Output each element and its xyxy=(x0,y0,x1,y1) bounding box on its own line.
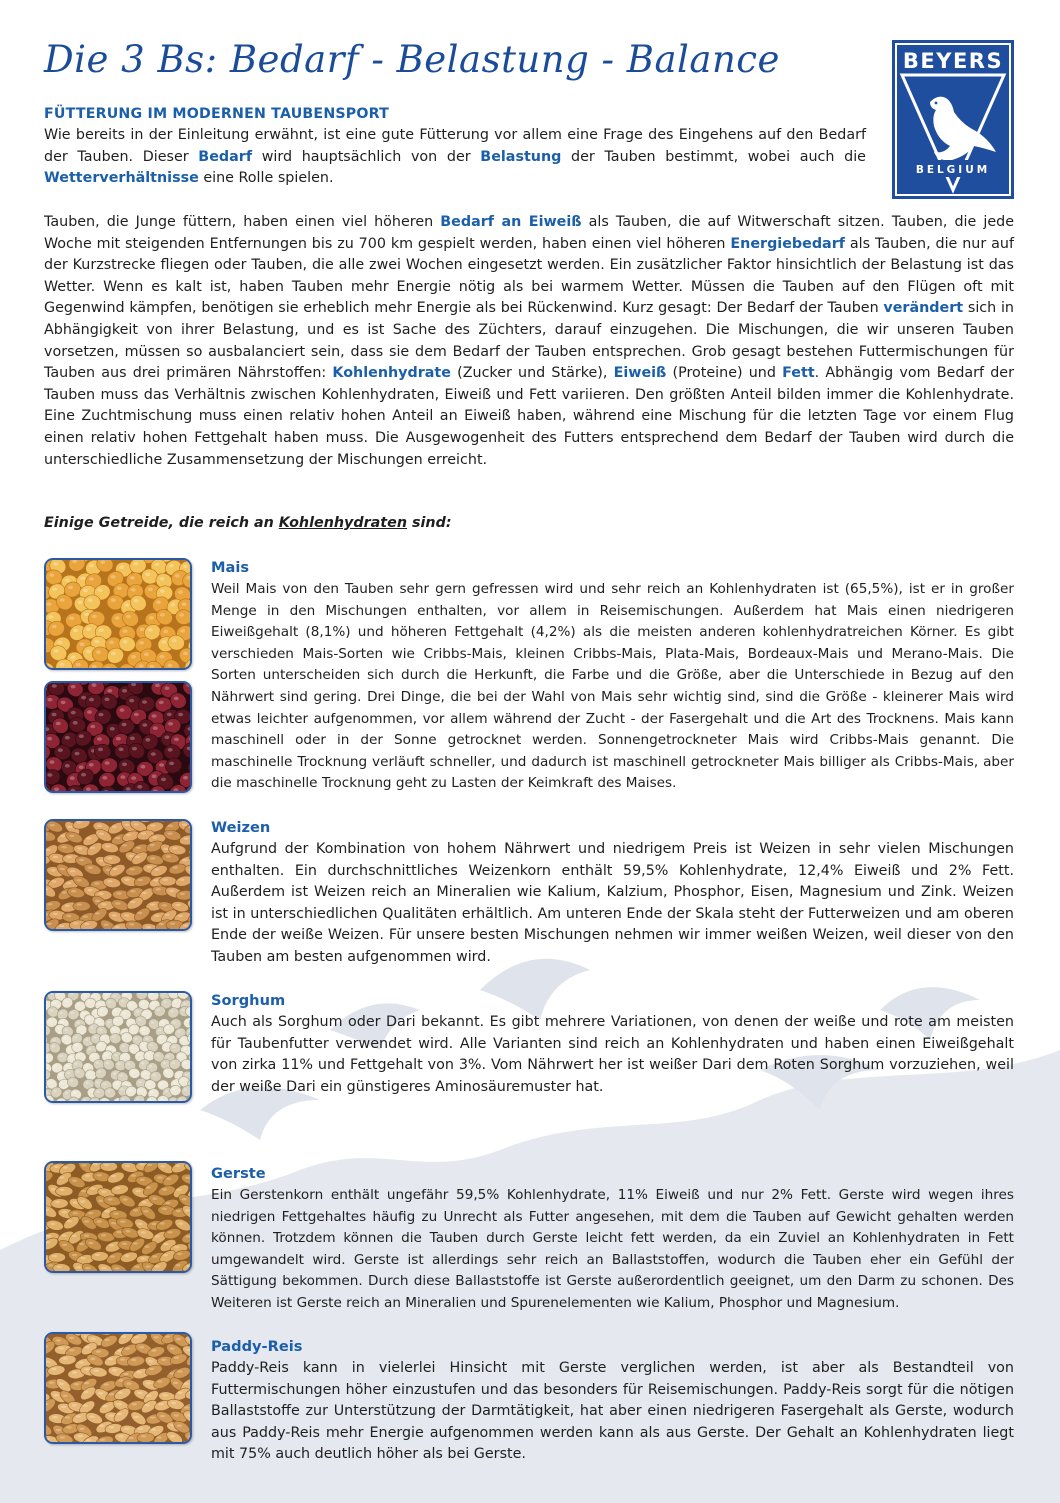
wheat-image xyxy=(44,819,192,931)
highlight-eiweiss: Eiweiß xyxy=(613,365,667,382)
maize-yellow-image xyxy=(44,558,192,670)
text-run: . Abhängig vom Bedarf der Tauben muss das Verhältnis zwischen Kohlenhydraten, Eiweiß und Fett variieren. Den größten Anteil bilden immer die Kohlenhydrate. Eine Zuchtmischung muss einen relativ hohen Anteil an Eiweiß haben, während eine Mischung für die letzten Tage vor einem Flug einen relativ hohen Fettgehalt haben muss. Die Ausgewogenheit des Futters entsprechend dem Bedarf der Tauben wird durch die unterschiedliche Zusammensetzung der Mischungen erreicht. xyxy=(44,365,1014,468)
grain-text-gerste: Ein Gerstenkorn enthält ungefähr 59,5% Kohlenhydrate, 11% Eiweiß und nur 2% Fett. Gerste wird wegen ihres niedrigen Fettgehaltes häufig zu Unrecht als Futter angesehen, mit dem die Tauben auf Gewicht gehalten werden können. Trotzdem können die Tauben durch Gerste leicht fett werden, da ein Zuviel an Kohlenhydraten in Fett umgewandelt wird. Gerste ist allerdings sehr reich an Ballaststoffen, wodurch die Tauben eher ein Gefühl der Sättigung bekommen. Durch diese Ballaststoffe ist Gerste außerordentlich geeignet, um den Darm zu schonen. Des Weiteren ist Gerste reich an Mineralien und Spurenelementen wie Kalium, Phosphor und Magnesium. xyxy=(211,1187,1014,1311)
maize-red-image xyxy=(44,681,192,793)
logo-brand-text: BEYERS xyxy=(902,49,1004,73)
text-run: der Tauben bestimmt, wobei auch die xyxy=(561,148,866,165)
barley-image xyxy=(44,1161,192,1273)
beyers-belgium-logo xyxy=(892,40,1014,199)
grain-text-weizen: Aufgrund der Kombination von hohem Nährwert und niedrigem Preis ist Weizen in sehr vielen Mischungen enthalten. Ein durchschnittliches Weizenkorn enthält 59,5% Kohlenhydrate, 12,4% Eiweiß und 2% Fett. Außerdem ist Weizen reich an Mineralien wie Kalium, Kalzium, Phosphor, Eisen, Magnesium und Zink. Weizen ist in unterschiedlichen Qualitäten erhältlich. Am unteren Ende der Skala steht der Futterweizen und am oberen Ende der weiße Weizen. Für unsere besten Mischungen nehmen wir immer weißen Weizen, weil dieser von den Tauben am besten aufgenommen wird. xyxy=(211,841,1014,965)
text-run: (Zucker und Stärke), xyxy=(450,365,614,382)
highlight-bedarf: Bedarf xyxy=(198,148,253,165)
sorghum-image xyxy=(44,991,192,1103)
grain-name-weizen: Weizen xyxy=(211,819,271,836)
text-run: Einige Getreide, die reich an xyxy=(44,515,279,531)
underlined-term: Kohlenhydraten xyxy=(278,515,408,531)
grain-text-paddy-reis: Paddy-Reis kann in vielerlei Hinsicht mit Gerste verglichen werden, ist aber als Bestandteil von Futtermischungen höher einzustufen und das besonders für Reisemischungen. Paddy-Reis sorgt für die nötigen Ballaststoffe zur Unterstützung der Darmtätigkeit, hat aber einen niedrigeren Fasergehalt als Gerste, wodurch aus Paddy-Reis mehr Energie aufgenommen werden kann als aus Gerste. Der Gehalt an Kohlenhydraten liegt mit 75% auch deutlich höher als bei Gerste. xyxy=(211,1360,1014,1463)
section-heading: FÜTTERUNG IM MODERNEN TAUBENSPORT xyxy=(44,106,390,122)
highlight-energiebedarf: Energiebedarf xyxy=(730,235,845,252)
grain-text-mais: Weil Mais von den Tauben sehr gern gefressen wird und sehr reich an Kohlenhydraten ist (65,5%), ist er in großer Menge in den Mischungen enthalten, vor allem in Reisemischungen. Außerdem hat Mais einen niedrigeren Eiweißgehalt (8,1%) und höheren Fettgehalt (4,2%) als die meisten anderen kohlenhydratreichen Körner. Es gibt verschieden Mais-Sorten wie Cribbs-Mais, kleinen Cribbs-Mais, Plata-Mais, Bordeaux-Mais und Merano-Mais. Die Sorten unterscheiden sich durch die Herkunft, die Farbe und die Größe, aber die Unterschiede in Bezug auf den Nährwert sind gering. Drei Dinge, die bei der Wahl von Mais sehr wichtig sind, sind die Größe - kleinerer Mais wird etwas leichter aufgenommen, vor allem während der Zucht - der Fasergehalt und die Art des Trocknens. Mais kann maschinell oder in der Sonne getrocknet werden. Sonnengetrockneter Mais wird Cribbs-Mais genannt. Die maschinelle Trocknung verläuft schneller, und dadurch ist maschinell getrockneter Mais billiger als Cribbs-Mais, aber die maschinelle Trocknung geht zu Lasten der Keimkraft des Maises. xyxy=(211,581,1014,792)
highlight-wetterverhaeltnisse: Wetterverhältnisse xyxy=(44,170,199,187)
text-run: als Tauben, die auf Witwerschaft sitzen. Tauben, die jede Woche mit steigenden Entfernungen bis zu 700 km gespielt werden, haben einen viel höheren xyxy=(44,214,1014,252)
highlight-belastung: Belastung xyxy=(480,148,562,165)
text-run: sind: xyxy=(407,515,452,531)
page-title: Die 3 Bs: Bedarf - Belastung - Balance xyxy=(44,38,780,81)
text-run: als Tauben, die nur auf der Kurzstrecke fliegen oder Tauben, die alle zwei Wochen eingesetzt werden. Ein zusätzlicher Faktor hinsichtlich der Belastung ist das Wetter. Wenn es kalt ist, haben Tauben mehr Energie nötig als bei warmem Wetter. Müssen die Tauben auf den Flügen oft mit Gegenwind kämpfen, benötigen sie erheblich mehr Energie als bei Rückenwind. Kurz gesagt: Der Bedarf der Tauben xyxy=(44,235,1015,317)
grain-name-paddy-reis: Paddy-Reis xyxy=(211,1338,303,1355)
text-run: (Proteine) und xyxy=(666,365,783,382)
grain-text-sorghum: Auch als Sorghum oder Dari bekannt. Es gibt mehrere Variationen, von denen der weiße und rote am meisten für Taubenfutter verwendet wird. Alle Varianten sind reich an Kohlenhydraten und haben einen Eiweißgehalt von zirka 11% und Fettgehalt von 3%. Vom Nährwert her ist weißer Dari dem Roten Sorghum vorzuziehen, weil der weiße Dari ein günstigeres Aminosäuremuster hat. xyxy=(211,1014,1014,1095)
highlight-kohlenhydrate: Kohlenhydrate xyxy=(332,365,451,382)
intro-paragraph-1 xyxy=(44,125,866,190)
highlight-fett: Fett xyxy=(782,365,815,382)
grain-name-gerste: Gerste xyxy=(211,1165,266,1182)
highlight-bedarf-an-eiweiss: Bedarf an Eiweiß xyxy=(440,214,582,230)
text-run: Wie bereits in der Einleitung erwähnt, ist eine gute Fütterung vor allem eine Frage des Eingehens auf den Bedarf der Tauben. Dieser xyxy=(44,127,866,165)
grain-name-sorghum: Sorghum xyxy=(211,992,286,1009)
text-run: Tauben, die Junge füttern, haben einen viel höheren xyxy=(44,214,441,230)
text-run: sich in Abhängigkeit von ihrer Belastung, und es ist Sache des Züchters, darauf einzugehen. Die Mischungen, die wir unseren Tauben vorsetzen, müssen so ausbalanciert sein, dass sie dem Bedarf der Tauben entsprechen. Grob gesagt bestehen Futtermischungen für Tauben aus drei primären Nährstoffen: xyxy=(44,300,1014,382)
paddy-rice-image xyxy=(44,1332,192,1444)
text-run: eine Rolle spielen. xyxy=(198,170,334,187)
intro-paragraph-2 xyxy=(44,212,1014,471)
grain-name-mais: Mais xyxy=(211,559,250,576)
highlight-veraendert: verändert xyxy=(883,300,964,317)
text-run: wird hauptsächlich von der xyxy=(252,148,481,165)
grains-subheading xyxy=(44,515,452,531)
logo-country-text: BELGIUM xyxy=(915,164,991,176)
